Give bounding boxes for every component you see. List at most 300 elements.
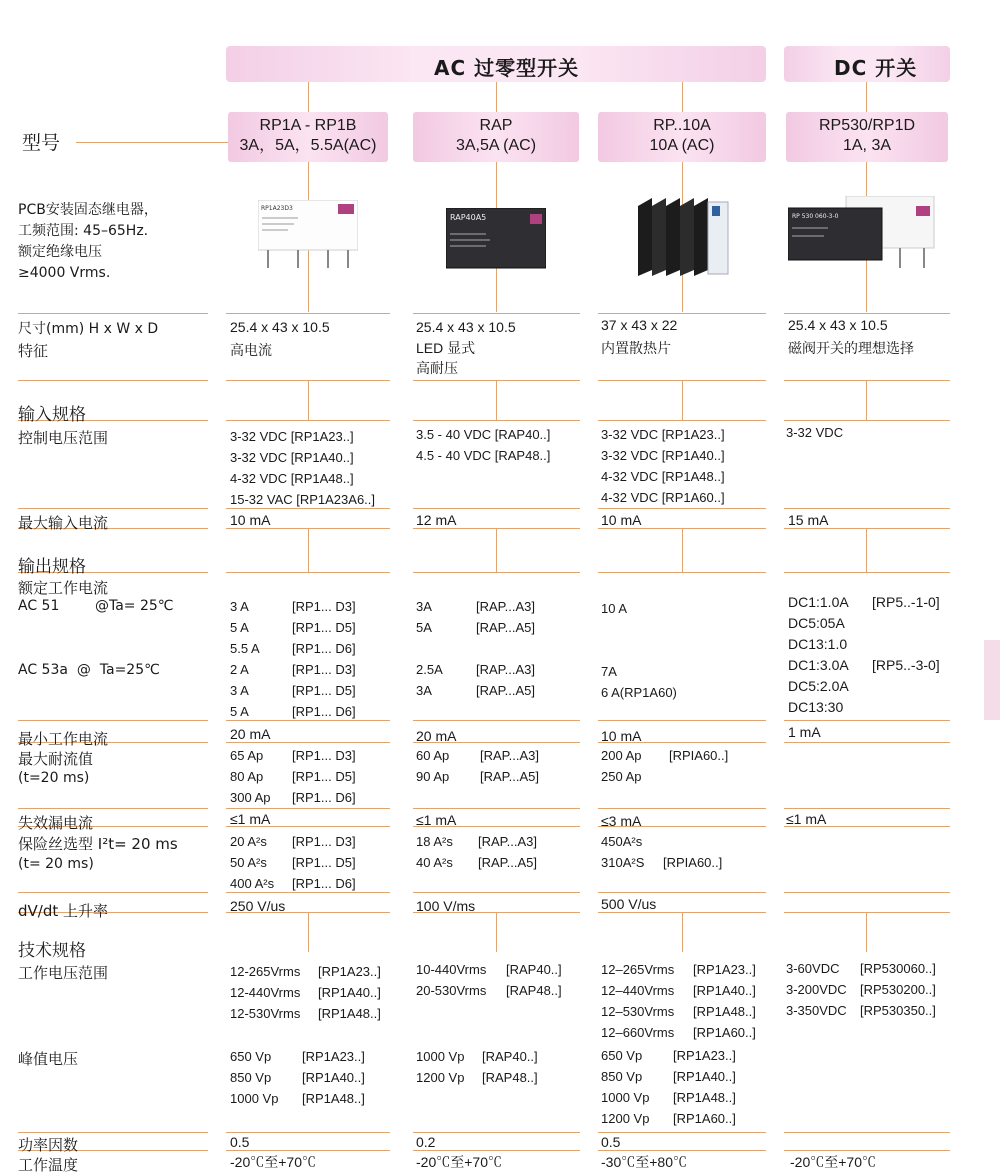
row-connector [866,380,867,420]
power-factor-value: 0.5 [601,1134,621,1150]
desc-line: ≥4000 Vrms. [18,265,111,281]
item-model-code: [RP530200..] [860,982,936,997]
item-model-code: [RAP...A3] [478,834,538,849]
row-rule [413,313,580,314]
power-factor-value: 0.5 [230,1134,250,1150]
row-rule [413,1150,580,1151]
row-rule [784,1132,950,1133]
model-leader [76,142,228,143]
op-voltage-item [601,980,756,1001]
item-model-code: [RP530060..] [860,961,936,976]
size-value: 25.4 x 43 x 10.5 [230,319,330,335]
control-voltage-list [230,426,375,510]
product-image-rp530 [788,196,938,274]
item-value: 12–530Vrms [601,1004,675,1019]
feature-line: 磁阀开关的理想选择 [788,340,914,356]
item-value: 20-530Vrms [416,983,487,998]
dc-rated-item [788,613,940,634]
row-rule [226,572,390,573]
feature-line: 高电流 [230,342,272,358]
surge-item [416,745,539,766]
desc-line: PCB安装固态继电器， [18,202,158,218]
item-model-code: [RP1... D6] [292,790,356,805]
model-rating: 3A,5A (AC) [455,137,537,154]
op-voltage-list [416,959,562,1001]
control-voltage-item: 15-32 VAC [RP1A23A6..] [230,492,376,507]
peak-voltage-list [230,1046,365,1109]
item-model-code: [RAP...A5] [476,683,536,698]
control-voltage-list [416,424,550,466]
ac51-label: AC 51 @Ta= 25℃ [18,598,174,614]
row-rule [784,720,950,721]
product-image-rap [446,208,546,274]
item-model-code: [RAP...A3] [476,599,536,614]
dc-rated-item [788,676,940,697]
item-value: 850 Vp [230,1070,272,1085]
control-voltage-item: 3-32 VDC [RP1A40..] [601,448,725,463]
product-image-rp1a [258,200,358,272]
item-model-code: [RAP40..] [482,1049,538,1064]
fuse-list [601,831,722,873]
row-connector [866,912,867,952]
row-connector [496,380,497,420]
row-rule [598,420,766,421]
item-value: 90 Ap [416,769,450,784]
item-model-code: [RP1A40..] [673,1069,736,1084]
item-model-code: [RP1A48..] [318,1006,381,1021]
item-value: 5.5 A [230,641,260,656]
op-voltage-item [230,961,381,982]
max-surge-label: 最大耐流值 [18,750,94,768]
op-voltage-item [230,982,381,1003]
model-name: RP530/RP1D [818,117,916,134]
dc-rated-item [788,655,940,676]
row-connector [308,528,309,572]
item-value: 2 A [230,662,249,677]
item-model-code: [RPIA60..] [669,748,729,763]
dvdt-value: 500 V/us [601,896,657,912]
item-value: 650 Vp [601,1048,643,1063]
op-voltage-item [601,1001,756,1022]
ac51-item [416,617,535,638]
ac53-item [601,682,681,703]
control-voltage-list [601,424,725,508]
surge-list [601,745,728,787]
item-value: 3-350VDC [786,1003,847,1018]
row-rule [598,508,766,509]
row-rule [226,1132,390,1133]
row-connector [682,912,683,952]
max-input-current-value: 10 mA [230,512,271,528]
column-connector [866,82,867,112]
item-model-code: [RAP...A5] [480,769,540,784]
size-value: 25.4 x 43 x 10.5 [788,317,888,333]
row-rule [413,720,580,721]
item-model-code: [RP1A23..] [318,964,381,979]
fuse-list [230,831,356,894]
tech-spec-heading: 技术规格 [18,941,86,961]
dc-rated-item [788,697,940,718]
item-model-code: [RP5..-1-0] [872,594,940,610]
row-rule [784,1150,950,1151]
row-rule [226,420,390,421]
ac51-list [416,596,535,638]
ac51-list [230,596,356,659]
max-input-current-label: 最大输入电流 [18,514,109,532]
peak-voltage-list [416,1046,538,1088]
op-voltage-item [416,959,562,980]
item-model-code: [RP1A23..] [693,962,756,977]
row-rule [784,313,950,314]
ac53-item [230,659,356,680]
surge-item [230,787,356,808]
fuse-item [416,831,537,852]
item-value: 1000 Vp [416,1049,465,1064]
control-voltage-item: 3-32 VDC [RP1A40..] [230,450,354,465]
row-rule [18,508,208,509]
item-model-code: [RAP...A3] [476,662,536,677]
ac51-item [416,596,535,617]
item-value: 12–440Vrms [601,983,675,998]
row-connector [308,912,309,952]
item-model-code: [RP1A60..] [673,1111,736,1126]
fuse-item [230,873,356,894]
row-rule [413,1132,580,1133]
row-connector [682,528,683,572]
item-value: 5A [416,620,432,635]
row-rule [18,808,208,809]
ac51-item [230,617,356,638]
ac53-list [416,659,535,701]
feature-value [230,340,272,360]
leakage-label: 失效漏电流 [18,814,94,832]
item-value: 12-530Vrms [230,1006,301,1021]
item-value: 18 A²s [416,834,453,849]
dvdt-value: 100 V/ms [416,898,476,914]
item-value: 40 A²s [416,855,453,870]
ac53-item [416,680,535,701]
row-connector [496,912,497,952]
peak-voltage-item [601,1066,736,1087]
item-model-code: [RP1... D5] [292,683,356,698]
surge-item [230,745,356,766]
item-value: 12-265Vrms [230,964,301,979]
item-value: 300 Ap [230,790,271,805]
control-voltage-item: 3-32 VDC [RP1A23..] [601,427,725,442]
max-input-current-value: 10 mA [601,512,642,528]
item-value: 850 Vp [601,1069,643,1084]
max-input-current-value: 12 mA [416,512,457,528]
item-value: DC13:1.0 [788,636,848,652]
power-factor-label: 功率因数 [18,1136,79,1154]
item-value: 450A²s [601,834,643,849]
fuse-item [601,852,722,873]
power-factor-value: 0.2 [416,1134,436,1150]
feature-line: LED 显式 [416,340,476,356]
item-model-code: [RP1A48..] [673,1090,736,1105]
ac-title: AC 过零型开关 [434,56,580,80]
ac53-list [230,659,356,722]
op-voltage-item [786,979,936,1000]
item-value: 200 Ap [601,748,642,763]
rated-current-label: 额定工作电流 [18,579,109,597]
row-rule [226,1150,390,1151]
item-model-code: [RAP40..] [506,962,562,977]
column-connector [308,82,309,112]
fuse-label: 保险丝选型 I²t= 20 ms [18,835,178,853]
feature-line: 内置散热片 [601,340,671,356]
peak-voltage-item [601,1045,736,1066]
feature-value [788,338,914,358]
model-box-rp530 [786,112,948,162]
item-model-code: [RP1... D3] [292,599,356,614]
item-model-code: [RP1... D6] [292,876,356,891]
op-voltage-list [601,959,756,1043]
row-rule [413,892,580,893]
feature-line: 高耐压 [416,360,458,376]
row-rule [598,808,766,809]
item-model-code: [RP1... D5] [292,855,356,870]
image-label-text: RP 530 060-3-0 [792,213,839,220]
column-connector [682,82,683,112]
op-voltage-list [230,961,381,1024]
row-rule [413,572,580,573]
item-value: 7A [601,664,617,679]
control-voltage-item: 3-32 VDC [786,425,844,440]
item-value: 80 Ap [230,769,264,784]
leakage-value: ≤3 mA [601,813,642,829]
row-rule [226,313,390,314]
row-rule [784,912,950,913]
dc-rated-item [788,634,940,655]
row-connector [866,528,867,572]
row-rule [784,380,950,381]
row-rule [18,720,208,721]
item-model-code: [RP1A23..] [302,1049,365,1064]
item-value: 50 A²s [230,855,267,870]
min-current-value: 20 mA [416,728,457,744]
item-value: 3 A [230,599,249,614]
op-voltage-list [786,958,936,1021]
item-value: 3-60VDC [786,961,840,976]
row-rule [413,508,580,509]
peak-voltage-item [230,1067,365,1088]
item-value: 12-440Vrms [230,985,301,1000]
row-rule [784,742,950,743]
surge-item [416,766,539,787]
item-model-code: [RP1... D3] [292,662,356,677]
op-voltage-item [786,1000,936,1021]
item-model-code: [RP1... D3] [292,834,356,849]
row-connector [496,528,497,572]
item-value: DC1:1.0A [788,594,849,610]
item-value: 250 Ap [601,769,642,784]
item-value: 6 A(RP1A60) [601,685,677,700]
model-name: RP..10A [653,117,711,134]
surge-item [601,766,728,787]
item-value: 2.5A [416,662,443,677]
item-value: DC5:05A [788,615,845,631]
leakage-value: ≤1 mA [416,812,457,828]
ac53-item [416,659,535,680]
item-model-code: [RP1... D6] [292,704,356,719]
item-model-code: [RP1... D6] [292,641,356,656]
model-box-rap [413,112,579,162]
row-rule [598,720,766,721]
control-voltage-item: 4.5 - 40 VDC [RAP48..] [416,448,551,463]
item-model-code: [RAP...A5] [478,855,538,870]
item-value: 65 Ap [230,748,264,763]
item-value: 5 A [230,620,249,635]
ac53-item [230,701,356,722]
item-model-code: [RP1A60..] [693,1025,756,1040]
model-rating: 3A，5A，5.5A(AC) [239,137,377,154]
model-name: RP1A - RP1B [259,117,357,134]
row-rule [784,508,950,509]
product-image-rp10a [638,196,730,276]
item-value: DC1:3.0A [788,657,849,673]
row-rule [413,808,580,809]
dvdt-value: 250 V/us [230,898,286,914]
row-rule [784,572,950,573]
dc-rated-list [788,592,940,718]
model-box-rp1a [228,112,388,162]
ac51-item [230,638,356,659]
fuse-item [230,831,356,852]
item-model-code: [RP1A48..] [693,1004,756,1019]
item-value: DC5:2.0A [788,678,849,694]
size-label: 尺寸(mm) H x W x D [18,321,159,337]
item-model-code: [RP1A23..] [673,1048,736,1063]
feature-value [601,338,671,358]
ac51-item [230,596,356,617]
surge-list [230,745,356,808]
item-model-code: [RAP...A5] [476,620,536,635]
peak-voltage-item [416,1046,538,1067]
model-box-rp10a [598,112,766,162]
item-model-code: [RAP48..] [482,1070,538,1085]
product-description [18,200,158,284]
item-value: 650 Vp [230,1049,272,1064]
fuse-time-label: (t= 20 ms) [18,856,94,872]
item-value: 1200 Vp [601,1111,650,1126]
op-voltage-item [416,980,562,1001]
row-rule [18,380,208,381]
op-temp-value: -30℃至+80℃ [601,1154,687,1170]
fuse-item [416,852,537,873]
row-rule [598,572,766,573]
item-value: 5 A [230,704,249,719]
peak-voltage-list [601,1045,736,1129]
item-value: 3A [416,683,432,698]
surge-time-label: (t=20 ms) [18,770,90,786]
item-model-code: [RP1... D5] [292,620,356,635]
surge-item [601,745,728,766]
max-input-current-value: 15 mA [788,512,829,528]
control-voltage-item: 3.5 - 40 VDC [RAP40..] [416,427,551,442]
model-rating: 10A (AC) [649,137,715,154]
item-model-code: [RPIA60..] [663,855,723,870]
row-rule [784,420,950,421]
peak-voltage-item [230,1046,365,1067]
peak-voltage-label: 峰值电压 [18,1050,79,1068]
item-value: 20 A²s [230,834,267,849]
control-voltage-item: 4-32 VDC [RP1A48..] [230,471,354,486]
item-value: 10-440Vrms [416,962,487,977]
model-rating: 1A, 3A [842,137,892,154]
control-voltage-item: 3-32 VDC [RP1A23..] [230,429,354,444]
item-value: 3A [416,599,432,614]
ac53-item [601,661,681,682]
item-value: 3-200VDC [786,982,847,997]
op-temp-value: -20℃至+70℃ [416,1154,502,1170]
item-value: 310A²S [601,855,645,870]
model-label: 型号 [22,132,61,154]
size-value: 25.4 x 43 x 10.5 [416,319,516,335]
dvdt-label: dV/dt 上升率 [18,902,109,920]
feature-label: 特征 [18,342,49,360]
item-value: 400 A²s [230,876,275,891]
row-connector [682,380,683,420]
ac53-list [601,661,681,703]
peak-voltage-item [416,1067,538,1088]
dc-title: DC 开关 [834,56,918,80]
control-voltage-item: 4-32 VDC [RP1A60..] [601,490,725,505]
peak-voltage-item [601,1108,736,1129]
op-voltage-item [230,1003,381,1024]
model-name: RAP [479,117,513,134]
item-model-code: [RAP48..] [506,983,562,998]
item-value: 10 A [601,601,628,616]
item-model-code: [RP1A40..] [302,1070,365,1085]
item-model-code: [RP5..-3-0] [872,657,940,673]
item-value: 12–265Vrms [601,962,675,977]
item-model-code: [RP1A40..] [318,985,381,1000]
min-current-label: 最小工作电流 [18,730,109,748]
control-voltage-list [786,422,843,443]
edge-tab [984,640,1000,720]
item-value: DC13:30 [788,699,844,715]
row-rule [598,1132,766,1133]
op-temp-value: -20℃至+70℃ [230,1154,316,1170]
item-value: 3 A [230,683,249,698]
row-rule [18,313,208,314]
item-value: 60 Ap [416,748,450,763]
row-rule [784,892,950,893]
row-rule [413,420,580,421]
image-label-text: RP1A23D3 [261,205,293,212]
op-voltage-item [601,959,756,980]
leakage-value: ≤1 mA [230,811,271,827]
fuse-list [416,831,537,873]
item-model-code: [RP1A40..] [693,983,756,998]
min-current-value: 1 mA [788,724,821,740]
ac51-item [601,598,661,619]
row-connector [308,380,309,420]
output-spec-heading: 输出规格 [18,557,86,577]
item-model-code: [RP1A48..] [302,1091,365,1106]
input-spec-heading: 输入规格 [18,405,86,425]
item-model-code: [RP1... D3] [292,748,356,763]
desc-line: 额定绝缘电压 [18,244,102,260]
item-model-code: [RAP...A3] [480,748,540,763]
row-rule [598,313,766,314]
image-label-text: RAP40A5 [450,213,487,222]
size-value: 37 x 43 x 22 [601,317,678,333]
feature-value [416,338,475,378]
item-model-code: [RP1... D5] [292,769,356,784]
item-value: 12–660Vrms [601,1025,675,1040]
